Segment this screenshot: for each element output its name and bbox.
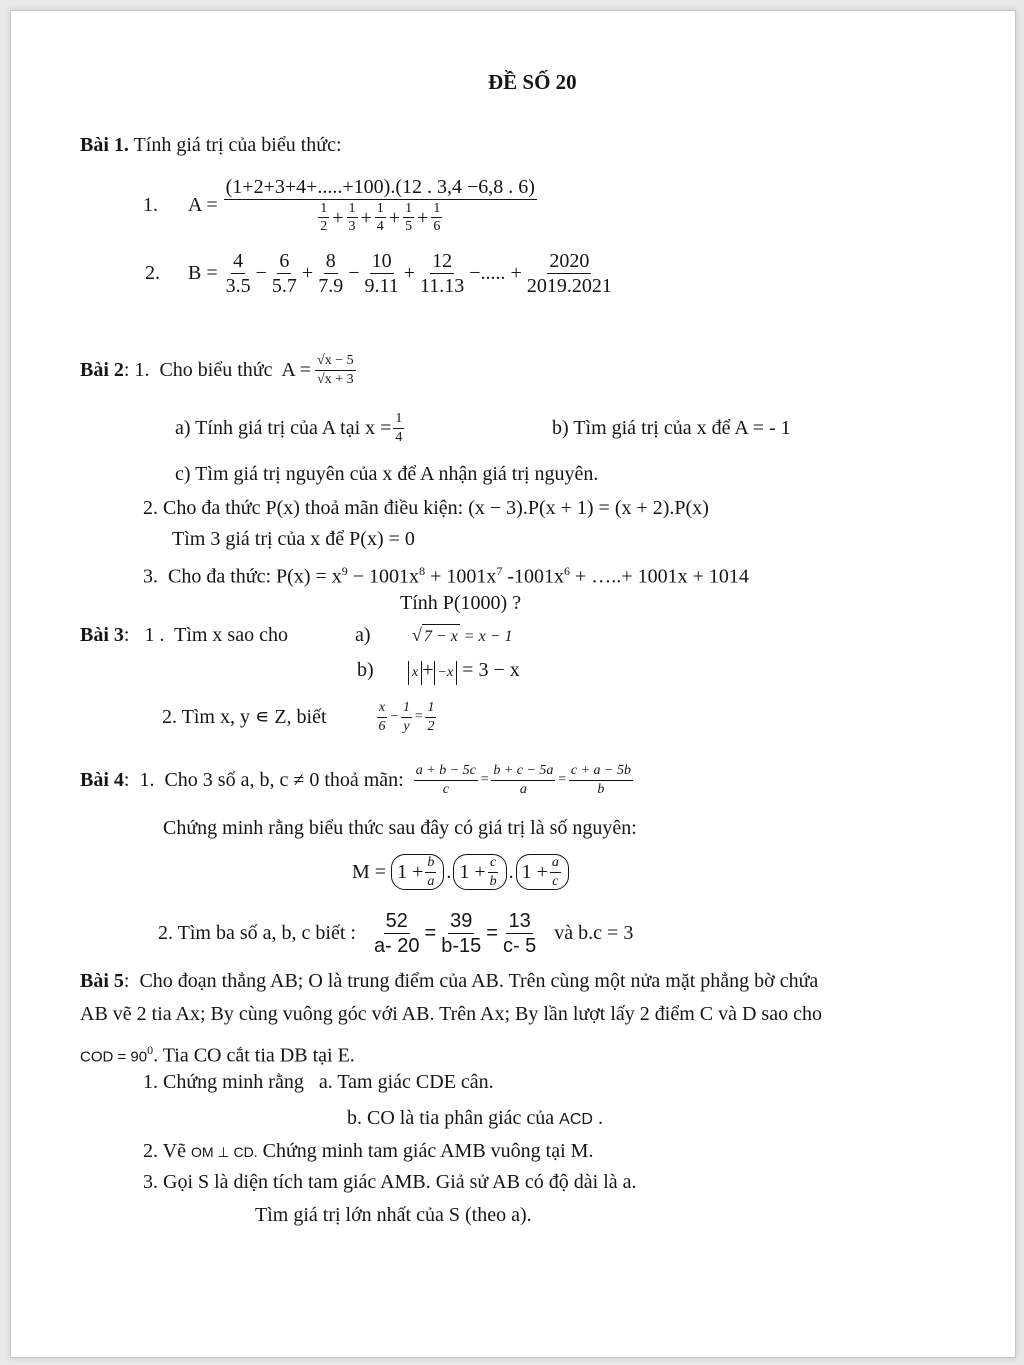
bai3-p2-frac3	[425, 700, 436, 734]
M-frac-1-den: b	[489, 873, 497, 889]
frac2-den: y	[403, 718, 410, 734]
exp-9: 9	[341, 564, 348, 578]
bai5-line2: AB vẽ 2 tia Ax; By cùng vuông góc với AB. Trên Ax; By lần lượt lấy 2 điểm C và D sao cho	[80, 1003, 822, 1025]
bai1-item1-numerator: (1+2+3+4+.....+100).(12 . 3,4 −6,8 . 6)	[225, 175, 535, 198]
bai1-item2-num: 2.	[145, 262, 160, 284]
bai5-line1	[80, 969, 818, 993]
M-one: 1 +	[397, 861, 424, 883]
bai4-frac2-num: b + c − 5a	[491, 763, 555, 780]
a-denom-frac-1-num: 1	[347, 201, 358, 218]
b-frac-4-num: 12	[432, 249, 453, 272]
bai3-a-rhs: = x − 1	[463, 628, 513, 645]
M-frac-0-den: a	[427, 873, 435, 889]
a-denom-frac-3	[403, 201, 414, 235]
operator: .	[508, 861, 514, 883]
bai3-b-expr: x + −x = 3 − x	[408, 658, 520, 685]
bai5-line3	[80, 1038, 355, 1070]
a-denom-frac-4-den: 6	[433, 219, 441, 234]
bai1-text: Tính giá trị của biểu thức:	[133, 134, 342, 156]
exp-8: 8	[419, 564, 426, 578]
bai4-frac3-num: c + a − 5b	[569, 763, 633, 780]
bai4-p2-frac-0-num: 52	[385, 909, 408, 932]
bai1-label: Bài 1.	[80, 134, 129, 156]
operator: =	[424, 922, 437, 944]
M-frac-2	[550, 855, 561, 889]
bai5-line1-text: : Cho đoạn thẳng AB; O là trung điểm của AB. Trên cùng một nửa mặt phẳng bờ chứa	[123, 970, 819, 992]
bai4-p2-frac-2-num: 13	[508, 909, 531, 932]
M-frac-1-num: c	[488, 855, 498, 872]
bai2-A-numerator: √x − 5	[315, 353, 356, 370]
operator: −..... +	[469, 262, 522, 284]
bai4-p2-tail: và b.c = 3	[554, 922, 634, 944]
bai4-p2-frac-0	[372, 910, 422, 957]
b-frac-5-den: 2019.2021	[526, 274, 612, 297]
bai5-q2-pre: 2. Vẽ	[143, 1140, 186, 1162]
bai4-line1-text: : 1. Cho 3 số a, b, c ≠ 0 thoả mãn:	[123, 769, 404, 791]
bai4-frac3-den: b	[597, 781, 605, 797]
b-frac-1-num: 6	[279, 249, 290, 272]
bai2-A-fraction	[315, 353, 356, 387]
bai5-label: Bài 5	[80, 970, 124, 992]
bai5-q2-post: Chứng minh tam giác AMB vuông tại M.	[257, 1140, 594, 1162]
M-frac-1	[488, 855, 499, 889]
bai5-q3: 3. Gọi S là diện tích tam giác AMB. Giả sử AB có độ dài là a.	[143, 1171, 637, 1193]
bai2-line1-text: : 1. Cho biểu thức A =	[123, 359, 312, 381]
operator: +	[417, 206, 429, 229]
term-1001x8: − 1001x	[347, 565, 420, 588]
b-frac-3	[362, 250, 400, 297]
bai5-q3b: Tìm giá trị lớn nhất của S (theo a).	[255, 1204, 532, 1226]
bai4-p2	[158, 906, 633, 960]
bai4-line2: Chứng minh rằng biểu thức sau đây có giá trị là số nguyên:	[163, 817, 637, 839]
bai3-b-rhs: = 3 − x	[462, 659, 520, 681]
bai4-M-expression	[352, 847, 570, 897]
M-one: 1 +	[521, 861, 548, 883]
bai4-frac3	[569, 763, 633, 797]
bai2-part-c: c) Tìm giá trị nguyên của x để A nhận giá trị nguyên.	[175, 463, 599, 485]
a-denom-frac-4-num: 1	[431, 201, 442, 218]
bai4-frac1-den: c	[442, 781, 449, 797]
bai2-A-denominator: √x + 3	[317, 371, 354, 387]
bai2-p3-prefix: 3. Cho đa thức: P(x) = x	[143, 565, 342, 588]
a-denom-frac-0-num: 1	[318, 201, 329, 218]
b-frac-4-den: 11.13	[420, 274, 465, 297]
bai2-line1	[80, 345, 358, 395]
bai3-label: Bài 3	[80, 624, 124, 646]
b-frac-5	[525, 250, 614, 297]
frac1-den: 6	[378, 718, 386, 734]
operator: +	[360, 206, 372, 229]
term-1001x6: -1001x	[502, 565, 565, 588]
bai2-part-b: b) Tìm giá trị của x để A = - 1	[552, 417, 791, 439]
M-one: 1 +	[459, 861, 486, 883]
operator: +	[403, 262, 416, 284]
a-denom-frac-2-num: 1	[375, 201, 386, 218]
bai3-a-label: a)	[355, 624, 371, 646]
bai4-p2-frac-1	[439, 910, 483, 957]
bai1-item1-fraction	[224, 176, 537, 235]
bai3-b-label: b)	[357, 659, 374, 681]
a-denom-frac-2-den: 4	[376, 219, 384, 234]
M-factor-1	[453, 854, 506, 890]
a-denom-frac-1	[347, 201, 358, 235]
bai5-q1a: 1. Chứng minh rằng a. Tam giác CDE cân.	[143, 1071, 494, 1093]
bai5-line3-rest: . Tia CO cắt tia DB tại E.	[153, 1044, 355, 1067]
b-frac-1	[270, 250, 299, 297]
frac3-num: 1	[425, 700, 436, 717]
bai2-a-den: 4	[395, 429, 403, 445]
a-denom-frac-0	[318, 201, 329, 235]
bai1-heading	[80, 133, 342, 157]
bai5-q2	[143, 1139, 593, 1164]
bai5-q1b	[347, 1106, 603, 1132]
frac1-num: x	[377, 700, 387, 717]
bai3-a-radicand: 7 − x	[422, 624, 460, 649]
term-1001x7: + 1001x	[425, 565, 497, 588]
term-tail: + …..+ 1001x + 1014	[570, 565, 749, 588]
b-frac-0-num: 4	[233, 249, 244, 272]
b-frac-4	[418, 250, 466, 297]
frac3-den: 2	[427, 718, 435, 734]
b-frac-3-den: 9.11	[364, 274, 399, 297]
bai5-q1b-text: b. CO là tia phân giác của	[347, 1107, 555, 1129]
a-denom-frac-4	[431, 201, 442, 235]
M-factor-2	[516, 854, 569, 890]
bai3-b-abs2: −x	[434, 661, 458, 685]
bai1-item1-lhs: A =	[188, 194, 218, 216]
b-frac-2	[316, 250, 345, 297]
frac2-num: 1	[401, 700, 412, 717]
bai1-item2-expression	[222, 250, 616, 297]
bai3-a-expr: √ 7 − x = x − 1	[412, 623, 513, 649]
bai2-a-fraction	[393, 411, 404, 445]
bai4-p2-frac-0-den: a- 20	[373, 934, 420, 957]
operator: .	[446, 861, 452, 883]
bai5-angle: COD = 90	[80, 1048, 148, 1066]
b-frac-5-num: 2020	[549, 249, 590, 272]
bai5-q1b-post: .	[592, 1107, 603, 1129]
bai1-item1-num: 1.	[143, 194, 158, 216]
bai4-M-lhs: M =	[352, 861, 387, 883]
bai3-p2-text: 2. Tìm x, y ∊ Z, biết	[162, 706, 327, 728]
M-frac-0	[425, 855, 436, 889]
b-frac-3-num: 10	[371, 249, 392, 272]
b-frac-0-den: 3.5	[225, 274, 251, 297]
bai4-p2-frac-2	[501, 910, 538, 957]
bai2-p3-line2: Tính P(1000) ?	[400, 592, 522, 614]
bai2-a-text: a) Tính giá trị của A tại x =	[175, 417, 392, 439]
bai3-p2-frac2	[401, 700, 412, 734]
bai3-line1-text: : 1 . Tìm x sao cho	[123, 624, 288, 646]
bai2-p2-line1: 2. Cho đa thức P(x) thoả mãn điều kiện: (x − 3).P(x + 1) = (x + 2).P(x)	[143, 497, 709, 519]
bai1-item2-lhs: B =	[188, 262, 218, 284]
a-denom-frac-0-den: 2	[320, 219, 328, 234]
bai3-b-abs1: x	[408, 661, 422, 685]
bai4-p2-frac-1-den: b-15	[441, 934, 482, 957]
bai4-p2-text: 2. Tìm ba số a, b, c biết :	[158, 922, 356, 944]
M-frac-2-num: a	[550, 855, 561, 872]
bai2-p2-line2: Tìm 3 giá trị của x để P(x) = 0	[172, 528, 415, 550]
bai3-p2-frac1	[377, 700, 388, 734]
operator: =	[486, 922, 498, 944]
bai4-frac2	[491, 763, 555, 797]
bai1-item2	[145, 245, 616, 301]
bai4-frac2-den: a	[519, 781, 527, 797]
a-denom-frac-3-num: 1	[403, 201, 414, 218]
bai2-label: Bài 2	[80, 359, 124, 381]
operator: −	[255, 262, 267, 284]
b-frac-2-num: 8	[325, 249, 336, 272]
bai1-item1	[143, 170, 539, 240]
bai4-p2-frac-1-num: 39	[450, 909, 473, 932]
a-denom-frac-1-den: 3	[348, 219, 356, 234]
bai3-p2: 2. Tìm x, y ∊ Z, biết $\frac{x}{6}$ − $\frac{1}{y}$ = $\frac{1}{2}$	[162, 700, 435, 734]
bai4-frac1	[414, 763, 478, 797]
bai2-part-a	[175, 408, 406, 448]
operator: +	[388, 206, 401, 229]
a-denom-frac-2	[375, 201, 386, 235]
operator: −	[348, 262, 360, 284]
exp-7: 7	[496, 564, 503, 578]
b-frac-2-den: 7.9	[318, 274, 344, 297]
operator: +	[332, 206, 344, 229]
bai3-line1	[80, 623, 288, 647]
bai4-label: Bài 4	[80, 769, 124, 791]
bai4-frac1-num: a + b − 5c	[414, 763, 478, 780]
bai4-line1: Bài 4 : 1. Cho 3 số a, b, c ≠ 0 thoả mãn: $\frac{a + b - 5c}{c}$ = $\frac{b + c - 5a}{a}$ = $\frac{c + a - 5b}{b}$	[80, 763, 631, 797]
page-title: ĐỀ SỐ 20	[488, 70, 577, 94]
exp-6: 6	[564, 564, 571, 578]
bai2-p3-line1	[143, 559, 749, 589]
b-frac-1-den: 5.7	[271, 274, 297, 297]
M-frac-2-den: c	[552, 873, 559, 889]
bai2-a-num: 1	[393, 411, 404, 428]
operator: +	[301, 262, 314, 284]
bai1-item1-denominator	[314, 200, 446, 235]
bai4-p2-frac-2-den: c- 5	[502, 934, 537, 957]
M-factor-0	[391, 854, 444, 890]
bai5-q1b-angle: ACD	[559, 1111, 593, 1128]
bai5-q2-sym: OM ⊥ CD.	[190, 1144, 258, 1160]
b-frac-0	[224, 250, 253, 297]
M-frac-0-num: b	[425, 855, 436, 872]
bai5-degree: 0	[147, 1043, 154, 1057]
a-denom-frac-3-den: 5	[405, 219, 413, 234]
